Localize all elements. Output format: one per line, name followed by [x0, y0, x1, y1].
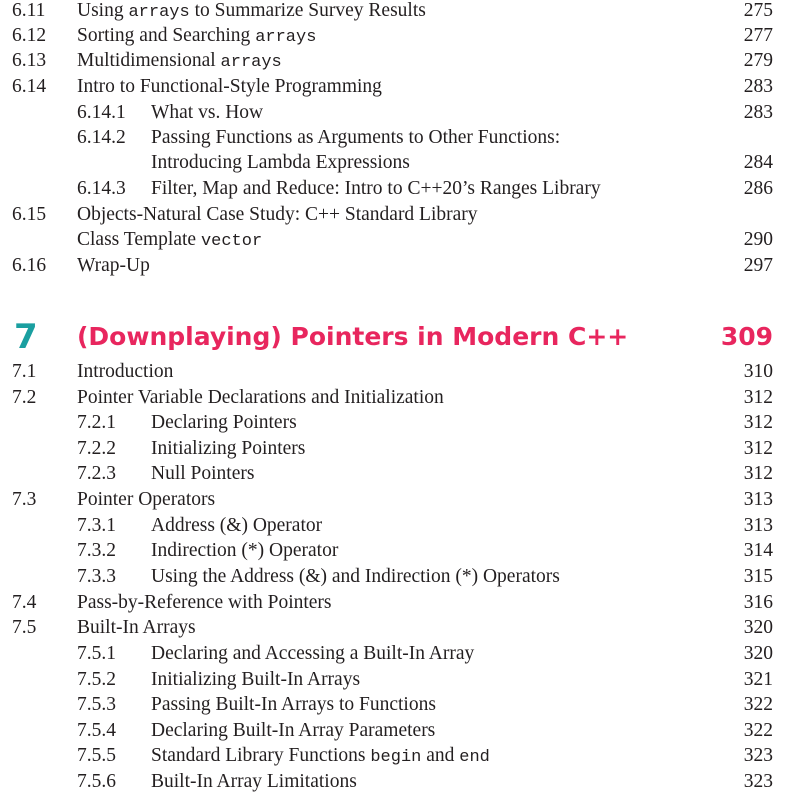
section-number: 7.3.1	[77, 515, 116, 536]
page-number: 277	[743, 25, 773, 46]
section-number: 7.2.3	[77, 463, 116, 484]
page-number: 312	[743, 412, 773, 433]
page-number: 320	[743, 617, 773, 638]
toc-entry-6-14-2-continued	[0, 150, 800, 176]
section-number: 7.3.3	[77, 566, 116, 587]
section-title: Introduction	[77, 361, 174, 382]
page-number: 314	[743, 540, 773, 561]
section-number: 7.5.3	[77, 694, 116, 715]
page-number: 310	[743, 361, 773, 382]
section-title: Intro to Functional-Style Programming	[77, 76, 382, 97]
section-title: Sorting and Searching arrays	[77, 25, 317, 47]
toc-entry-7-3	[0, 487, 800, 513]
section-number: 7.2	[12, 387, 37, 408]
page-number: 312	[743, 438, 773, 459]
page-number: 283	[743, 76, 773, 97]
section-number: 7.1	[12, 361, 37, 382]
section-number: 7.5.6	[77, 771, 116, 792]
chapter-title: (Downplaying) Pointers in Modern C++	[77, 322, 629, 351]
toc-entry-7-4	[0, 590, 800, 616]
section-number: 6.13	[12, 50, 47, 71]
section-title: Declaring Built-In Array Parameters	[151, 720, 436, 741]
section-title-continued: Class Template vector	[77, 229, 263, 251]
toc-entry-6-13	[0, 48, 800, 74]
section-title-continued: Introducing Lambda Expressions	[151, 152, 410, 173]
page-number: 283	[743, 102, 773, 123]
section-number: 7.5.5	[77, 745, 116, 766]
section-number: 7.5	[12, 617, 37, 638]
page-number: 275	[743, 0, 773, 21]
toc-entry-7-3-1	[0, 513, 800, 539]
section-number: 7.5.2	[77, 669, 116, 690]
section-title: Address (&) Operator	[151, 515, 323, 536]
page-number: 322	[743, 694, 773, 715]
section-title: Initializing Pointers	[151, 438, 306, 459]
section-title: Declaring and Accessing a Built-In Array	[151, 643, 475, 664]
toc-entry-7-3-3	[0, 564, 800, 590]
section-number: 6.14.2	[77, 127, 126, 148]
toc-entry-6-15-continued	[0, 227, 800, 253]
section-title: Indirection (*) Operator	[151, 540, 339, 561]
section-number: 7.5.1	[77, 643, 116, 664]
section-title: Built-In Array Limitations	[151, 771, 357, 792]
toc-entry-7-2-3	[0, 461, 800, 487]
section-number: 7.4	[12, 592, 37, 613]
page-number: 323	[743, 771, 773, 792]
section-number: 6.14.3	[77, 178, 126, 199]
section-number: 6.14.1	[77, 102, 126, 123]
section-title: Pointer Operators	[77, 489, 216, 510]
toc-entry-7-5	[0, 615, 800, 641]
section-title: Filter, Map and Reduce: Intro to C++20’s Ranges Library	[151, 178, 601, 199]
page-number: 323	[743, 745, 773, 766]
toc-entry-7-2	[0, 385, 800, 411]
toc-entry-6-16	[0, 253, 800, 279]
toc-entry-6-14-2	[0, 125, 800, 151]
toc-entry-7-1	[0, 359, 800, 385]
page-number: 297	[743, 255, 773, 276]
section-title: Null Pointers	[151, 463, 255, 484]
page-number: 279	[743, 50, 773, 71]
page-number: 284	[743, 152, 773, 173]
toc-entry-7-2-2	[0, 436, 800, 462]
section-number: 6.12	[12, 25, 47, 46]
section-title: Objects-Natural Case Study: C++ Standard Library	[77, 204, 478, 225]
section-title: Standard Library Functions begin and end	[151, 745, 490, 767]
toc-entry-7-5-4	[0, 718, 800, 744]
section-title: What vs. How	[151, 102, 264, 123]
section-number: 7.2.1	[77, 412, 116, 433]
section-title: Using the Address (&) and Indirection (*) Operators	[151, 566, 560, 587]
toc-entry-6-14-3	[0, 176, 800, 202]
toc-entry-7-5-2	[0, 667, 800, 693]
section-title: Pass-by-Reference with Pointers	[77, 592, 332, 613]
page-number: 315	[743, 566, 773, 587]
page-number: 312	[743, 463, 773, 484]
section-number: 7.2.2	[77, 438, 116, 459]
toc-entry-7-5-3	[0, 692, 800, 718]
page-number: 290	[743, 229, 773, 250]
toc-entry-6-12	[0, 23, 800, 49]
section-title: Wrap-Up	[77, 255, 150, 276]
toc-entry-7-3-2	[0, 538, 800, 564]
toc-entry-6-14	[0, 74, 800, 100]
page-number: 313	[743, 489, 773, 510]
section-number: 7.3.2	[77, 540, 116, 561]
section-title: Built-In Arrays	[77, 617, 196, 638]
toc-entry-6-14-1	[0, 100, 800, 126]
toc-entry-7-2-1	[0, 410, 800, 436]
chapter-heading	[0, 318, 800, 356]
page-number: 320	[743, 643, 773, 664]
section-title: Passing Functions as Arguments to Other Functions:	[151, 127, 561, 148]
section-title: Initializing Built-In Arrays	[151, 669, 361, 690]
section-number: 7.5.4	[77, 720, 116, 741]
section-title: Using arrays to Summarize Survey Results	[77, 0, 426, 22]
toc-entry-7-5-6	[0, 769, 800, 795]
page-number: 312	[743, 387, 773, 408]
section-number: 6.14	[12, 76, 47, 97]
section-number: 6.16	[12, 255, 47, 276]
section-title: Declaring Pointers	[151, 412, 297, 433]
page-number: 321	[743, 669, 773, 690]
chapter-page-number: 309	[720, 322, 773, 351]
page-number: 313	[743, 515, 773, 536]
section-title: Multidimensional arrays	[77, 50, 282, 72]
toc-entry-7-5-5	[0, 743, 800, 769]
toc-entry-6-11	[0, 0, 800, 24]
toc-entry-7-5-1	[0, 641, 800, 667]
toc-entry-6-15	[0, 202, 800, 228]
section-number: 6.11	[12, 0, 46, 21]
section-title: Passing Built-In Arrays to Functions	[151, 694, 436, 715]
section-number: 7.3	[12, 489, 37, 510]
chapter-number: 7	[14, 317, 38, 357]
page-number: 286	[743, 178, 773, 199]
section-title: Pointer Variable Declarations and Initialization	[77, 387, 444, 408]
page-number: 316	[743, 592, 773, 613]
section-number: 6.15	[12, 204, 47, 225]
page-number: 322	[743, 720, 773, 741]
